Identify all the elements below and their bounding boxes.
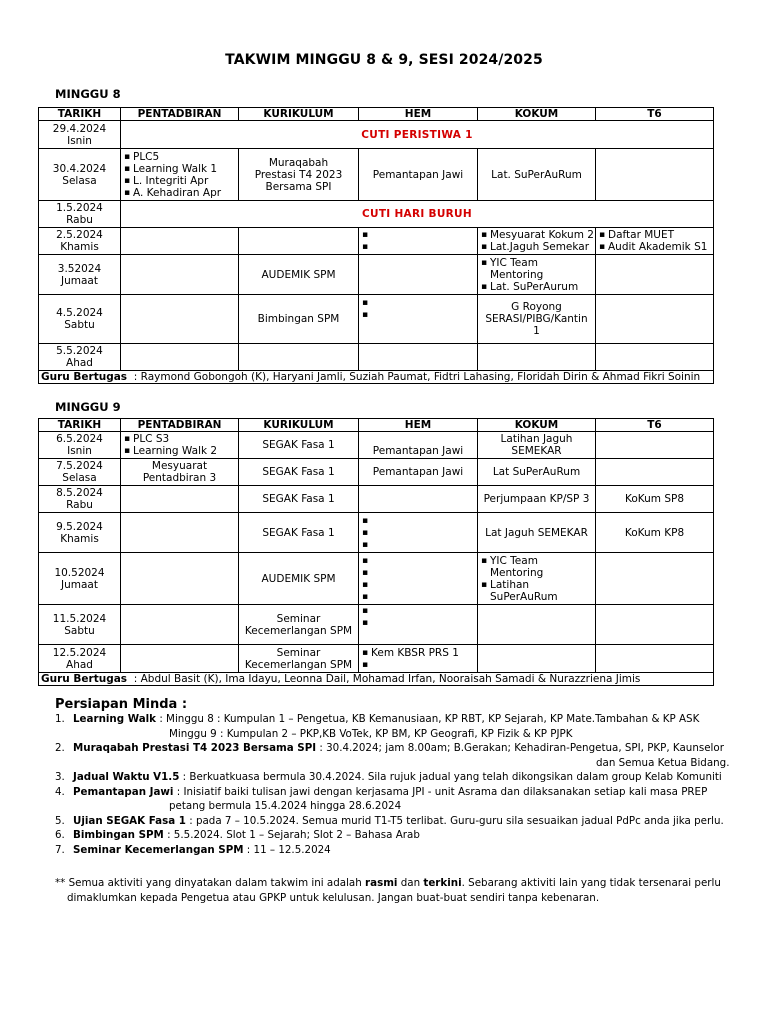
date-cell bbox=[39, 255, 121, 295]
hem-cell bbox=[359, 228, 478, 255]
list-item bbox=[361, 579, 475, 591]
list-item: ▪ Lat.Jaguh Semekar bbox=[480, 241, 593, 253]
date-cell bbox=[39, 553, 121, 605]
pentadbiran-cell bbox=[121, 459, 239, 486]
date-cell bbox=[39, 149, 121, 201]
table-row bbox=[39, 553, 714, 605]
item-text: : Minggu 8 : Kumpulan 1 – Pengetua, KB Kemanusiaan, KP RBT, KP Sejarah, KP Mate.Tambahan & KP ASK bbox=[156, 713, 700, 725]
cell-line: Prestasi T4 2023 bbox=[254, 168, 343, 181]
date-cell bbox=[39, 228, 121, 255]
guru-bertugas-names: : Abdul Basit (K), Ima Idayu, Leonna Dail, Mohamad Irfan, Nooraisah Samadi & Nurazzriena Jimis bbox=[133, 673, 641, 685]
date-text: 8.5.2024 bbox=[56, 487, 103, 499]
date-text: 11.5.2024 bbox=[52, 612, 107, 625]
table-row bbox=[39, 513, 714, 553]
t6-cell bbox=[596, 228, 714, 255]
date-cell bbox=[39, 513, 121, 553]
col-header-kokum: KOKUM bbox=[478, 108, 596, 121]
date-cell bbox=[39, 645, 121, 673]
table-row bbox=[39, 605, 714, 645]
list-item bbox=[361, 567, 475, 579]
pentadbiran-cell bbox=[121, 605, 239, 645]
item-text: : 30.4.2024; jam 8.00am; B.Gerakan; Kehadiran-Pengetua, SPI, PKP, Kaunselor bbox=[316, 742, 724, 754]
footnote-text: . Sebarang aktiviti lain yang tidak tersenarai perlu bbox=[461, 877, 721, 889]
col-header-pentadbiran: PENTADBIRAN bbox=[121, 419, 239, 432]
list-item: ▪ Kem KBSR PRS 1 bbox=[361, 647, 475, 659]
cell-line: Latihan Jaguh bbox=[500, 433, 573, 445]
date-text: 30.4.2024 bbox=[52, 162, 107, 175]
day-text: Sabtu bbox=[64, 319, 95, 331]
kokum-cell bbox=[478, 344, 596, 371]
hem-cell bbox=[359, 513, 478, 553]
footnote bbox=[55, 876, 725, 906]
footnote-line-2: dimaklumkan kepada Pengetua atau GPKP untuk kelulusan. Jangan buat-buat sendiri tanpa kebenaran. bbox=[67, 892, 600, 904]
t6-cell bbox=[596, 255, 714, 295]
cell-line: Kecemerlangan SPM bbox=[244, 658, 353, 671]
cell-line: SERASI/PIBG/Kantin bbox=[485, 313, 588, 325]
list-item bbox=[361, 539, 475, 551]
page-title: TAKWIM MINGGU 8 & 9, SESI 2024/2025 bbox=[225, 52, 543, 68]
list-item bbox=[361, 659, 475, 671]
week-8-label: MINGGU 8 bbox=[55, 87, 121, 101]
persiapan-minda-list bbox=[55, 712, 745, 857]
list-item-continued: SuPerAuRum bbox=[490, 590, 558, 603]
list-item bbox=[55, 770, 745, 785]
pentadbiran-cell bbox=[121, 432, 239, 459]
table-row bbox=[39, 121, 714, 149]
item-title: Bimbingan SPM bbox=[73, 829, 164, 841]
table-row bbox=[39, 201, 714, 228]
t6-cell bbox=[596, 149, 714, 201]
day-text: Khamis bbox=[60, 532, 99, 545]
list-item bbox=[361, 605, 475, 617]
date-cell bbox=[39, 459, 121, 486]
date-cell bbox=[39, 295, 121, 344]
date-cell bbox=[39, 605, 121, 645]
hem-cell bbox=[359, 605, 478, 645]
date-text: 2.5.2024 bbox=[56, 229, 103, 241]
date-text: 29.4.2024 bbox=[52, 122, 107, 135]
item-title: Jadual Waktu V1.5 bbox=[73, 771, 180, 783]
kokum-cell: Lat Jaguh SEMEKAR bbox=[478, 513, 596, 553]
date-text: 12.5.2024 bbox=[52, 646, 107, 659]
col-header-kokum: KOKUM bbox=[478, 419, 596, 432]
item-number: 1. bbox=[55, 713, 65, 725]
col-header-hem: HEM bbox=[359, 419, 478, 432]
item-number: 4. bbox=[55, 785, 65, 798]
list-item: ▪ Audit Akademik S1 bbox=[598, 241, 711, 253]
item-text: : 11 – 12.5.2024 bbox=[243, 843, 331, 856]
hem-cell bbox=[359, 344, 478, 371]
cell-line: Seminar bbox=[276, 612, 321, 625]
day-text: Ahad bbox=[66, 658, 93, 671]
list-item bbox=[361, 617, 475, 629]
t6-cell bbox=[596, 344, 714, 371]
guru-bertugas-cell bbox=[39, 371, 714, 384]
list-item: ▪ Lat. SuPerAurum bbox=[480, 281, 593, 293]
guru-bertugas-label: Guru Bertugas bbox=[41, 371, 128, 383]
item-title: Muraqabah Prestasi T4 2023 Bersama SPI bbox=[73, 742, 317, 754]
cell-line: 1 bbox=[533, 325, 540, 337]
kokum-cell bbox=[478, 295, 596, 344]
hem-cell bbox=[359, 553, 478, 605]
item-number: 3. bbox=[55, 771, 65, 783]
kokum-cell bbox=[478, 553, 596, 605]
table-row bbox=[39, 645, 714, 673]
day-text: Ahad bbox=[66, 357, 93, 369]
item-number: 7. bbox=[55, 843, 65, 856]
list-item: ▪ PLC5 bbox=[123, 151, 236, 163]
kokum-cell bbox=[478, 605, 596, 645]
hem-cell bbox=[359, 645, 478, 673]
pentadbiran-cell bbox=[121, 513, 239, 553]
table-header-row bbox=[39, 419, 714, 432]
col-header-tarikh: TARIKH bbox=[39, 419, 121, 432]
date-cell bbox=[39, 432, 121, 459]
item-text: : Berkuatkuasa bermula 30.4.2024. Sila rujuk jadual yang telah dikongsikan dalam group Kelab Komuniti bbox=[179, 771, 722, 783]
list-item: ▪ Latihan bbox=[480, 579, 593, 591]
kurikulum-cell bbox=[239, 228, 359, 255]
hem-cell bbox=[359, 486, 478, 513]
item-text: : 5.5.2024. Slot 1 – Sejarah; Slot 2 – Bahasa Arab bbox=[163, 829, 420, 841]
list-item: ▪ Learning Walk 2 bbox=[123, 445, 236, 457]
item-continued: petang bermula 15.4.2024 hingga 28.6.2024 bbox=[169, 800, 402, 812]
hem-cell: Pemantapan Jawi bbox=[359, 149, 478, 201]
item-title: Seminar Kecemerlangan SPM bbox=[73, 843, 244, 856]
t6-cell: KoKum SP8 bbox=[596, 486, 714, 513]
holiday-cell: CUTI PERISTIWA 1 bbox=[121, 121, 714, 149]
list-item: ▪ YIC Team bbox=[480, 257, 593, 269]
cell-line: SEMEKAR bbox=[511, 445, 562, 457]
kokum-cell: Perjumpaan KP/SP 3 bbox=[478, 486, 596, 513]
kokum-cell bbox=[478, 228, 596, 255]
list-item bbox=[361, 309, 475, 321]
holiday-cell: CUTI HARI BURUH bbox=[121, 201, 714, 228]
kokum-cell: Lat. SuPerAuRum bbox=[478, 149, 596, 201]
day-text: Selasa bbox=[62, 472, 97, 484]
kurikulum-cell: SEGAK Fasa 1 bbox=[239, 486, 359, 513]
hem-cell: Pemantapan Jawi bbox=[359, 459, 478, 486]
item-title: Ujian SEGAK Fasa 1 bbox=[73, 814, 186, 827]
footnote-text: ** Semua aktiviti yang dinyatakan dalam takwim ini adalah bbox=[55, 877, 366, 889]
kokum-cell bbox=[478, 645, 596, 673]
hem-cell bbox=[359, 255, 478, 295]
hem-cell bbox=[359, 295, 478, 344]
day-text: Jumaat bbox=[61, 274, 98, 287]
list-item bbox=[55, 785, 745, 814]
cell-line: Muraqabah bbox=[268, 156, 329, 169]
item-number: 6. bbox=[55, 829, 65, 841]
item-continued: dan Semua Ketua Bidang. bbox=[596, 756, 730, 769]
list-item bbox=[361, 241, 475, 253]
list-item bbox=[55, 828, 745, 843]
kurikulum-cell: SEGAK Fasa 1 bbox=[239, 459, 359, 486]
persiapan-minda-heading: Persiapan Minda : bbox=[55, 697, 188, 712]
item-number: 2. bbox=[55, 742, 65, 754]
list-item bbox=[55, 741, 745, 770]
date-cell bbox=[39, 344, 121, 371]
day-text: Selasa bbox=[62, 174, 97, 187]
t6-cell: KoKum KP8 bbox=[596, 513, 714, 553]
kokum-cell bbox=[478, 432, 596, 459]
week-9-label: MINGGU 9 bbox=[55, 400, 121, 414]
table-row bbox=[39, 149, 714, 201]
col-header-t6: T6 bbox=[596, 419, 714, 432]
day-text: Rabu bbox=[66, 499, 93, 511]
kurikulum-cell bbox=[239, 605, 359, 645]
guru-bertugas-row bbox=[39, 371, 714, 384]
guru-bertugas-row bbox=[39, 673, 714, 686]
list-item-continued: Mentoring bbox=[490, 268, 544, 281]
guru-bertugas-label: Guru Bertugas bbox=[41, 673, 128, 685]
list-item-continued: Mentoring bbox=[490, 566, 544, 579]
t6-cell bbox=[596, 295, 714, 344]
kokum-cell: Lat SuPerAuRum bbox=[478, 459, 596, 486]
list-item: ▪ PLC S3 bbox=[123, 433, 236, 445]
list-item bbox=[361, 591, 475, 603]
week-9-table bbox=[38, 418, 714, 686]
day-text: Isnin bbox=[67, 134, 92, 147]
guru-bertugas-names: : Raymond Gobongoh (K), Haryani Jamli, Suziah Paumat, Fidtri Lahasing, Floridah Dirin & Ahmad Fikri Soinin bbox=[133, 371, 701, 383]
footnote-text: dan bbox=[397, 877, 424, 889]
date-cell bbox=[39, 121, 121, 149]
kurikulum-cell bbox=[239, 149, 359, 201]
list-item bbox=[55, 814, 745, 829]
pentadbiran-cell bbox=[121, 255, 239, 295]
table-row bbox=[39, 255, 714, 295]
date-text: 9.5.2024 bbox=[56, 520, 103, 533]
day-text: Isnin bbox=[67, 445, 92, 457]
kurikulum-cell bbox=[239, 645, 359, 673]
date-text: 7.5.2024 bbox=[56, 460, 103, 472]
date-text: 6.5.2024 bbox=[56, 433, 103, 445]
hem-cell: Pemantapan Jawi bbox=[359, 432, 478, 459]
list-item: ▪ A. Kehadiran Apr bbox=[123, 187, 236, 199]
cell-line: Kecemerlangan SPM bbox=[244, 624, 353, 637]
list-item bbox=[361, 527, 475, 539]
cell-line: Mesyuarat bbox=[151, 460, 208, 472]
table-row bbox=[39, 344, 714, 371]
item-continued: Minggu 9 : Kumpulan 2 – PKP,KB VoTek, KP BM, KP Geografi, KP Fizik & KP PJPK bbox=[169, 727, 573, 740]
list-item bbox=[361, 515, 475, 527]
date-text: 3.52024 bbox=[57, 262, 102, 275]
day-text: Rabu bbox=[66, 214, 93, 226]
pentadbiran-cell bbox=[121, 553, 239, 605]
kokum-cell bbox=[478, 255, 596, 295]
t6-cell bbox=[596, 459, 714, 486]
kurikulum-cell: SEGAK Fasa 1 bbox=[239, 513, 359, 553]
pentadbiran-cell bbox=[121, 344, 239, 371]
col-header-t6: T6 bbox=[596, 108, 714, 121]
cell-line: G Royong bbox=[511, 301, 562, 313]
date-text: 4.5.2024 bbox=[56, 307, 103, 319]
week-8-table bbox=[38, 107, 714, 384]
pentadbiran-cell bbox=[121, 645, 239, 673]
cell-line: Bersama SPI bbox=[265, 180, 332, 193]
table-row bbox=[39, 432, 714, 459]
kurikulum-cell bbox=[239, 344, 359, 371]
table-row bbox=[39, 228, 714, 255]
t6-cell bbox=[596, 553, 714, 605]
cell-line: Pentadbiran 3 bbox=[142, 472, 217, 484]
item-title: Learning Walk bbox=[73, 713, 157, 725]
pentadbiran-cell bbox=[121, 486, 239, 513]
footnote-bold: terkini bbox=[423, 877, 462, 889]
pentadbiran-cell bbox=[121, 295, 239, 344]
date-text: 5.5.2024 bbox=[56, 345, 103, 357]
list-item: ▪ Learning Walk 1 bbox=[123, 163, 236, 175]
t6-cell bbox=[596, 605, 714, 645]
col-header-tarikh: TARIKH bbox=[39, 108, 121, 121]
kurikulum-cell: Bimbingan SPM bbox=[239, 295, 359, 344]
date-text: 10.52024 bbox=[54, 566, 105, 579]
pentadbiran-cell bbox=[121, 228, 239, 255]
list-item: ▪ YIC Team bbox=[480, 555, 593, 567]
pentadbiran-cell bbox=[121, 149, 239, 201]
list-item bbox=[55, 712, 745, 741]
table-row bbox=[39, 486, 714, 513]
table-header-row bbox=[39, 108, 714, 121]
day-text: Khamis bbox=[60, 241, 99, 253]
col-header-kurikulum: KURIKULUM bbox=[239, 108, 359, 121]
guru-bertugas-cell bbox=[39, 673, 714, 686]
list-item bbox=[361, 297, 475, 309]
col-header-kurikulum: KURIKULUM bbox=[239, 419, 359, 432]
t6-cell bbox=[596, 432, 714, 459]
table-row bbox=[39, 459, 714, 486]
table-row bbox=[39, 295, 714, 344]
list-item bbox=[361, 229, 475, 241]
kurikulum-cell: SEGAK Fasa 1 bbox=[239, 432, 359, 459]
day-text: Sabtu bbox=[64, 624, 95, 637]
list-item: ▪ Mesyuarat Kokum 2 bbox=[480, 229, 593, 241]
date-cell bbox=[39, 201, 121, 228]
date-text: 1.5.2024 bbox=[56, 202, 103, 214]
item-text: : Inisiatif baiki tulisan jawi dengan kerjasama JPI - unit Asrama dan dilaksanakan setiap kali masa PREP bbox=[173, 785, 708, 798]
footnote-bold: rasmi bbox=[365, 877, 398, 889]
date-cell bbox=[39, 486, 121, 513]
item-text: : pada 7 – 10.5.2024. Semua murid T1-T5 terlibat. Guru-guru sila sesuaikan jadual PdPc anda jika perlu. bbox=[185, 814, 724, 827]
cell-line: Seminar bbox=[276, 646, 321, 659]
t6-cell bbox=[596, 645, 714, 673]
col-header-hem: HEM bbox=[359, 108, 478, 121]
list-item bbox=[361, 555, 475, 567]
list-item: ▪ L. Integriti Apr bbox=[123, 175, 236, 187]
item-number: 5. bbox=[55, 814, 65, 827]
list-item: ▪ Daftar MUET bbox=[598, 229, 711, 241]
item-title: Pemantapan Jawi bbox=[73, 785, 174, 798]
col-header-pentadbiran: PENTADBIRAN bbox=[121, 108, 239, 121]
list-item bbox=[55, 843, 745, 858]
kurikulum-cell: AUDEMIK SPM bbox=[239, 255, 359, 295]
kurikulum-cell: AUDEMIK SPM bbox=[239, 553, 359, 605]
day-text: Jumaat bbox=[61, 578, 98, 591]
footnote-line-1 bbox=[55, 876, 725, 891]
